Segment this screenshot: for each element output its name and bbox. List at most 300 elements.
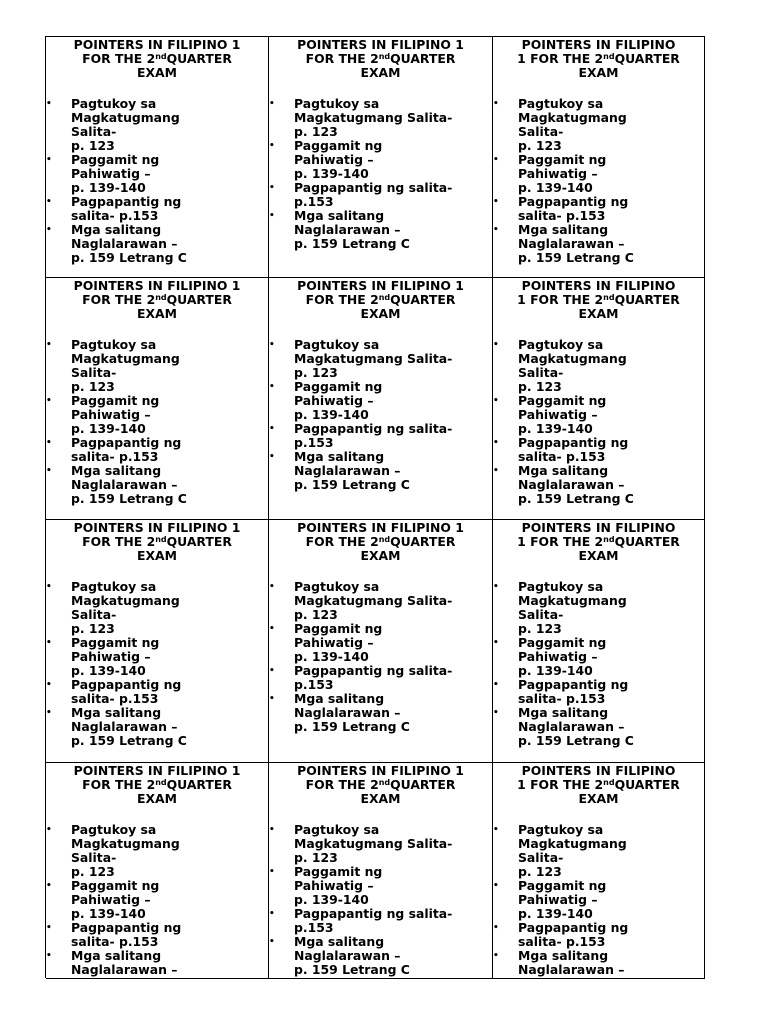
topic-line: p. 159 Letrang C [71, 491, 187, 506]
topic-line: Paggamit ng [294, 138, 383, 153]
card-title [493, 520, 704, 563]
topic-line: Mga salitang [71, 948, 162, 963]
topic-list [46, 580, 268, 748]
topic-line: p. 159 Letrang C [294, 236, 410, 251]
topic-item [269, 139, 492, 181]
topic-item [46, 153, 268, 195]
topic-item [493, 338, 704, 394]
topic-item [269, 422, 492, 450]
topic-line: Magkatugmang Salita- [294, 110, 453, 125]
bullet-icon: • [269, 211, 275, 221]
title-line: POINTERS IN FILIPINO 1 [73, 278, 241, 293]
title-quarter-prefix: 1 FOR THE 2 [517, 534, 604, 549]
topic-line: p. 139-140 [518, 421, 593, 436]
topic-line: p. 159 Letrang C [71, 733, 187, 748]
topic-list [269, 580, 492, 734]
topic-item [46, 636, 268, 678]
topic-line: p. 159 Letrang C [294, 719, 410, 734]
topic-line: Pagpapantig ng [71, 920, 182, 935]
topic-line: salita- p.153 [518, 208, 606, 223]
title-line: POINTERS IN FILIPINO 1 [73, 520, 241, 535]
topic-list [493, 580, 704, 748]
bullet-icon: • [269, 666, 275, 676]
topic-line: Pagtukoy sa [71, 822, 157, 837]
topic-line: Pagtukoy sa [71, 337, 157, 352]
card-title [46, 278, 268, 321]
title-quarter-word: QUARTER [390, 292, 456, 307]
title-quarter-prefix: FOR THE 2 [82, 534, 156, 549]
topic-line: Naglalarawan – [294, 463, 401, 478]
topic-line: Paggamit ng [71, 393, 160, 408]
bullet-icon: • [493, 438, 499, 448]
topic-line: Naglalarawan – [294, 705, 401, 720]
topic-item [269, 380, 492, 422]
topic-line: p.153 [294, 920, 334, 935]
topic-item [269, 622, 492, 664]
topic-line: p. 139-140 [294, 166, 369, 181]
topic-line: Pagtukoy sa [294, 96, 380, 111]
topic-item [46, 879, 268, 921]
title-line [275, 52, 486, 66]
topic-item [46, 97, 268, 153]
topic-item [493, 195, 704, 223]
topic-line: Paggamit ng [71, 635, 160, 650]
topic-line: p. 123 [294, 124, 338, 139]
title-line [499, 293, 698, 307]
topic-item [269, 97, 492, 139]
topic-line: p.153 [294, 435, 334, 450]
topic-list [46, 97, 268, 265]
topic-line: p.153 [294, 194, 334, 209]
topic-line: Paggamit ng [294, 379, 383, 394]
topic-item [46, 394, 268, 436]
topic-line: p. 139-140 [294, 649, 369, 664]
topic-item [493, 706, 704, 748]
topic-line: p. 139-140 [71, 906, 146, 921]
topic-line: p. 139-140 [518, 180, 593, 195]
title-quarter-word: QUARTER [614, 777, 680, 792]
title-quarter-word: QUARTER [166, 292, 232, 307]
topic-list [493, 97, 704, 265]
bullet-icon: • [269, 867, 275, 877]
topic-line: Pagpapantig ng [71, 677, 182, 692]
topic-item [493, 97, 704, 153]
title-quarter-word: QUARTER [614, 51, 680, 66]
topic-item [269, 338, 492, 380]
topic-line: salita- p.153 [518, 449, 606, 464]
bullet-icon: • [493, 225, 499, 235]
title-line [52, 535, 262, 549]
topic-line: Naglalarawan – [518, 477, 625, 492]
title-quarter-prefix: FOR THE 2 [305, 534, 379, 549]
bullet-icon: • [493, 881, 499, 891]
topic-line: Mga salitang [294, 208, 385, 223]
topic-line: Pagtukoy sa [518, 337, 604, 352]
pointer-row [46, 763, 705, 979]
bullet-icon: • [493, 197, 499, 207]
bullet-icon: • [46, 340, 52, 350]
topic-line: Pagtukoy sa [71, 579, 157, 594]
topic-line: Magkatugmang Salita- [294, 836, 453, 851]
topic-item [269, 935, 492, 977]
topic-line: Mga salitang [71, 463, 162, 478]
bullet-icon: • [493, 466, 499, 476]
topic-line: Salita- [518, 607, 564, 622]
bullet-icon: • [493, 155, 499, 165]
title-line: EXAM [137, 791, 177, 806]
bullet-icon: • [46, 155, 52, 165]
title-line [499, 778, 698, 792]
topic-item [269, 907, 492, 935]
topic-line: Pahiwatig – [294, 878, 374, 893]
topic-line: p. 123 [71, 138, 115, 153]
pointer-row [46, 520, 705, 763]
title-quarter-word: QUARTER [390, 777, 456, 792]
bullet-icon: • [46, 438, 52, 448]
title-line [52, 52, 262, 66]
topic-line: Pagpapantig ng [518, 194, 629, 209]
bullet-icon: • [269, 582, 275, 592]
topic-line: Magkatugmang Salita- [294, 593, 453, 608]
topic-item [493, 678, 704, 706]
bullet-icon: • [46, 225, 52, 235]
topic-line: Salita- [518, 124, 564, 139]
topic-list [269, 338, 492, 492]
topic-line: Naglalarawan – [294, 222, 401, 237]
topic-list [493, 823, 704, 977]
title-quarter-prefix: FOR THE 2 [82, 777, 156, 792]
topic-line: p. 123 [518, 864, 562, 879]
topic-line: Naglalarawan – [518, 962, 625, 977]
topic-line: Magkatugmang [71, 110, 180, 125]
pointer-card [269, 37, 493, 277]
topic-line: p. 139-140 [294, 407, 369, 422]
title-ordinal-suffix: nd [378, 535, 391, 544]
title-ordinal-suffix: nd [378, 293, 391, 302]
topic-line: Pagtukoy sa [518, 822, 604, 837]
topic-line: Salita- [71, 365, 117, 380]
card-title [269, 37, 492, 80]
topic-item [493, 879, 704, 921]
topic-line: p. 139-140 [71, 663, 146, 678]
topic-item [269, 664, 492, 692]
bullet-icon: • [493, 708, 499, 718]
topic-line: salita- p.153 [71, 449, 159, 464]
bullet-icon: • [493, 923, 499, 933]
topic-line: Paggamit ng [518, 635, 607, 650]
topic-line: p. 123 [294, 850, 338, 865]
topic-item [493, 636, 704, 678]
topic-line: Magkatugmang [518, 836, 627, 851]
pointer-card [269, 763, 493, 978]
topic-item [493, 153, 704, 195]
pointer-card [46, 278, 269, 519]
title-line: EXAM [360, 791, 401, 806]
pointer-card [493, 37, 705, 277]
title-quarter-word: QUARTER [166, 51, 232, 66]
title-ordinal-suffix: nd [155, 52, 167, 61]
bullet-icon: • [493, 340, 499, 350]
title-line: EXAM [360, 306, 401, 321]
topic-line: Mga salitang [518, 222, 609, 237]
topic-line: Magkatugmang [518, 351, 627, 366]
pointers-sheet [45, 36, 705, 978]
title-line [52, 293, 262, 307]
bullet-icon: • [493, 99, 499, 109]
topic-item [493, 394, 704, 436]
topic-line: Magkatugmang Salita- [294, 351, 453, 366]
topic-line: Pagpapantig ng salita- [294, 663, 453, 678]
topic-line: Pagpapantig ng [518, 920, 629, 935]
topic-line: Mga salitang [294, 691, 385, 706]
topic-line: Pahiwatig – [294, 152, 374, 167]
topic-line: Paggamit ng [294, 864, 383, 879]
topic-line: salita- p.153 [518, 691, 606, 706]
topic-line: Pagtukoy sa [71, 96, 157, 111]
topic-line: salita- p.153 [71, 934, 159, 949]
topic-line: p. 139-140 [71, 421, 146, 436]
topic-line: Pahiwatig – [294, 393, 374, 408]
bullet-icon: • [46, 951, 52, 961]
topic-line: Mga salitang [294, 934, 385, 949]
card-title [269, 520, 492, 563]
title-line [52, 778, 262, 792]
bullet-icon: • [493, 638, 499, 648]
topic-list [46, 823, 268, 977]
title-ordinal-suffix: nd [603, 778, 615, 787]
topic-line: Pagpapantig ng salita- [294, 906, 453, 921]
bullet-icon: • [46, 197, 52, 207]
pointer-card [46, 37, 269, 277]
card-title [493, 278, 704, 321]
pointer-card [46, 520, 269, 762]
topic-line: Magkatugmang [71, 351, 180, 366]
title-line [275, 778, 486, 792]
topic-item [46, 464, 268, 506]
card-title [269, 278, 492, 321]
topic-line: Mga salitang [71, 222, 162, 237]
title-quarter-word: QUARTER [614, 292, 680, 307]
title-quarter-prefix: FOR THE 2 [305, 777, 379, 792]
title-line: EXAM [578, 548, 619, 563]
topic-item [269, 450, 492, 492]
title-line: EXAM [578, 306, 619, 321]
title-quarter-prefix: FOR THE 2 [82, 51, 156, 66]
card-title [46, 763, 268, 806]
title-line: POINTERS IN FILIPINO [521, 37, 676, 52]
title-quarter-prefix: FOR THE 2 [305, 292, 379, 307]
title-line: EXAM [137, 548, 177, 563]
bullet-icon: • [269, 825, 275, 835]
title-line: POINTERS IN FILIPINO 1 [73, 763, 241, 778]
topic-item [269, 209, 492, 251]
topic-line: Mga salitang [518, 705, 609, 720]
topic-line: Pagtukoy sa [518, 579, 604, 594]
topic-item [493, 823, 704, 879]
topic-line: Naglalarawan – [71, 962, 178, 977]
topic-line: Paggamit ng [518, 878, 607, 893]
topic-list [269, 97, 492, 251]
title-line: POINTERS IN FILIPINO 1 [297, 520, 464, 535]
pointer-card [269, 278, 493, 519]
topic-line: p. 159 Letrang C [518, 250, 634, 265]
topic-item [46, 338, 268, 394]
topic-line: Pahiwatig – [518, 407, 598, 422]
bullet-icon: • [269, 694, 275, 704]
topic-line: p. 139-140 [294, 892, 369, 907]
card-title [46, 520, 268, 563]
title-line: POINTERS IN FILIPINO 1 [297, 278, 464, 293]
topic-line: Mga salitang [71, 705, 162, 720]
title-quarter-prefix: FOR THE 2 [305, 51, 379, 66]
topic-line: salita- p.153 [71, 208, 159, 223]
bullet-icon: • [46, 466, 52, 476]
bullet-icon: • [493, 396, 499, 406]
topic-line: Pagtukoy sa [518, 96, 604, 111]
topic-item [493, 436, 704, 464]
topic-line: Salita- [71, 850, 117, 865]
topic-line: Paggamit ng [71, 878, 160, 893]
topic-line: Magkatugmang [518, 593, 627, 608]
title-line [275, 293, 486, 307]
topic-line: Salita- [518, 850, 564, 865]
title-line: EXAM [137, 306, 177, 321]
title-line [275, 535, 486, 549]
pointer-card [493, 278, 705, 519]
title-ordinal-suffix: nd [378, 778, 391, 787]
topic-line: p. 159 Letrang C [71, 250, 187, 265]
title-ordinal-suffix: nd [155, 293, 167, 302]
topic-line: Paggamit ng [518, 152, 607, 167]
topic-line: Pagtukoy sa [294, 579, 380, 594]
bullet-icon: • [493, 680, 499, 690]
card-title [493, 37, 704, 80]
title-quarter-prefix: 1 FOR THE 2 [517, 292, 604, 307]
bullet-icon: • [269, 452, 275, 462]
topic-line: salita- p.153 [71, 691, 159, 706]
bullet-icon: • [46, 881, 52, 891]
bullet-icon: • [46, 99, 52, 109]
topic-list [46, 338, 268, 506]
bullet-icon: • [493, 825, 499, 835]
topic-line: Pagpapantig ng salita- [294, 180, 453, 195]
topic-line: Salita- [71, 607, 117, 622]
topic-line: Mga salitang [518, 463, 609, 478]
bullet-icon: • [46, 708, 52, 718]
topic-line: Magkatugmang [71, 593, 180, 608]
topic-line: Salita- [518, 365, 564, 380]
title-ordinal-suffix: nd [603, 52, 615, 61]
topic-line: Naglalarawan – [71, 477, 178, 492]
title-quarter-word: QUARTER [166, 534, 232, 549]
title-ordinal-suffix: nd [155, 535, 167, 544]
title-ordinal-suffix: nd [603, 293, 615, 302]
title-line: EXAM [360, 65, 401, 80]
topic-line: Pahiwatig – [71, 407, 151, 422]
topic-line: p. 123 [518, 621, 562, 636]
title-quarter-prefix: 1 FOR THE 2 [517, 51, 604, 66]
topic-line: Pahiwatig – [294, 635, 374, 650]
title-quarter-prefix: FOR THE 2 [82, 292, 156, 307]
title-ordinal-suffix: nd [378, 52, 391, 61]
topic-item [493, 580, 704, 636]
bullet-icon: • [269, 99, 275, 109]
title-line: POINTERS IN FILIPINO 1 [73, 37, 241, 52]
topic-item [46, 195, 268, 223]
topic-line: p. 123 [518, 138, 562, 153]
topic-item [269, 823, 492, 865]
topic-line: p. 159 Letrang C [518, 733, 634, 748]
title-quarter-word: QUARTER [390, 534, 456, 549]
topic-item [493, 949, 704, 977]
title-line: POINTERS IN FILIPINO 1 [297, 763, 464, 778]
bullet-icon: • [269, 937, 275, 947]
card-title [46, 37, 268, 80]
bullet-icon: • [46, 923, 52, 933]
topic-line: p.153 [294, 677, 334, 692]
title-ordinal-suffix: nd [155, 778, 167, 787]
bullet-icon: • [46, 825, 52, 835]
topic-list [493, 338, 704, 506]
topic-item [46, 949, 268, 977]
bullet-icon: • [269, 183, 275, 193]
topic-line: Magkatugmang [71, 836, 180, 851]
bullet-icon: • [269, 382, 275, 392]
pointer-card [493, 763, 705, 978]
topic-line: Paggamit ng [71, 152, 160, 167]
topic-line: p. 159 Letrang C [294, 962, 410, 977]
pointer-row [46, 278, 705, 520]
title-quarter-word: QUARTER [614, 534, 680, 549]
topic-item [269, 580, 492, 622]
pointer-card [493, 520, 705, 762]
topic-line: Naglalarawan – [294, 948, 401, 963]
bullet-icon: • [46, 638, 52, 648]
topic-line: Pahiwatig – [518, 166, 598, 181]
title-line: POINTERS IN FILIPINO 1 [297, 37, 464, 52]
topic-line: Pagtukoy sa [294, 337, 380, 352]
topic-line: p. 139-140 [518, 663, 593, 678]
bullet-icon: • [269, 909, 275, 919]
topic-line: Naglalarawan – [518, 719, 625, 734]
topic-line: Pagpapantig ng [518, 435, 629, 450]
pointer-card [269, 520, 493, 762]
card-title [493, 763, 704, 806]
topic-line: p. 123 [294, 365, 338, 380]
topic-line: Pagtukoy sa [294, 822, 380, 837]
topic-list [269, 823, 492, 977]
topic-item [269, 181, 492, 209]
title-line [499, 535, 698, 549]
topic-line: p. 159 Letrang C [518, 491, 634, 506]
title-quarter-word: QUARTER [166, 777, 232, 792]
topic-line: p. 123 [71, 379, 115, 394]
topic-line: Mga salitang [518, 948, 609, 963]
topic-item [269, 865, 492, 907]
bullet-icon: • [269, 424, 275, 434]
topic-line: Pahiwatig – [518, 649, 598, 664]
topic-line: Paggamit ng [294, 621, 383, 636]
topic-line: Mga salitang [294, 449, 385, 464]
topic-line: p. 123 [518, 379, 562, 394]
title-line: POINTERS IN FILIPINO [521, 278, 676, 293]
card-title [269, 763, 492, 806]
topic-line: p. 139-140 [518, 906, 593, 921]
topic-line: Salita- [71, 124, 117, 139]
bullet-icon: • [269, 141, 275, 151]
topic-item [46, 436, 268, 464]
topic-line: Pahiwatig – [71, 649, 151, 664]
